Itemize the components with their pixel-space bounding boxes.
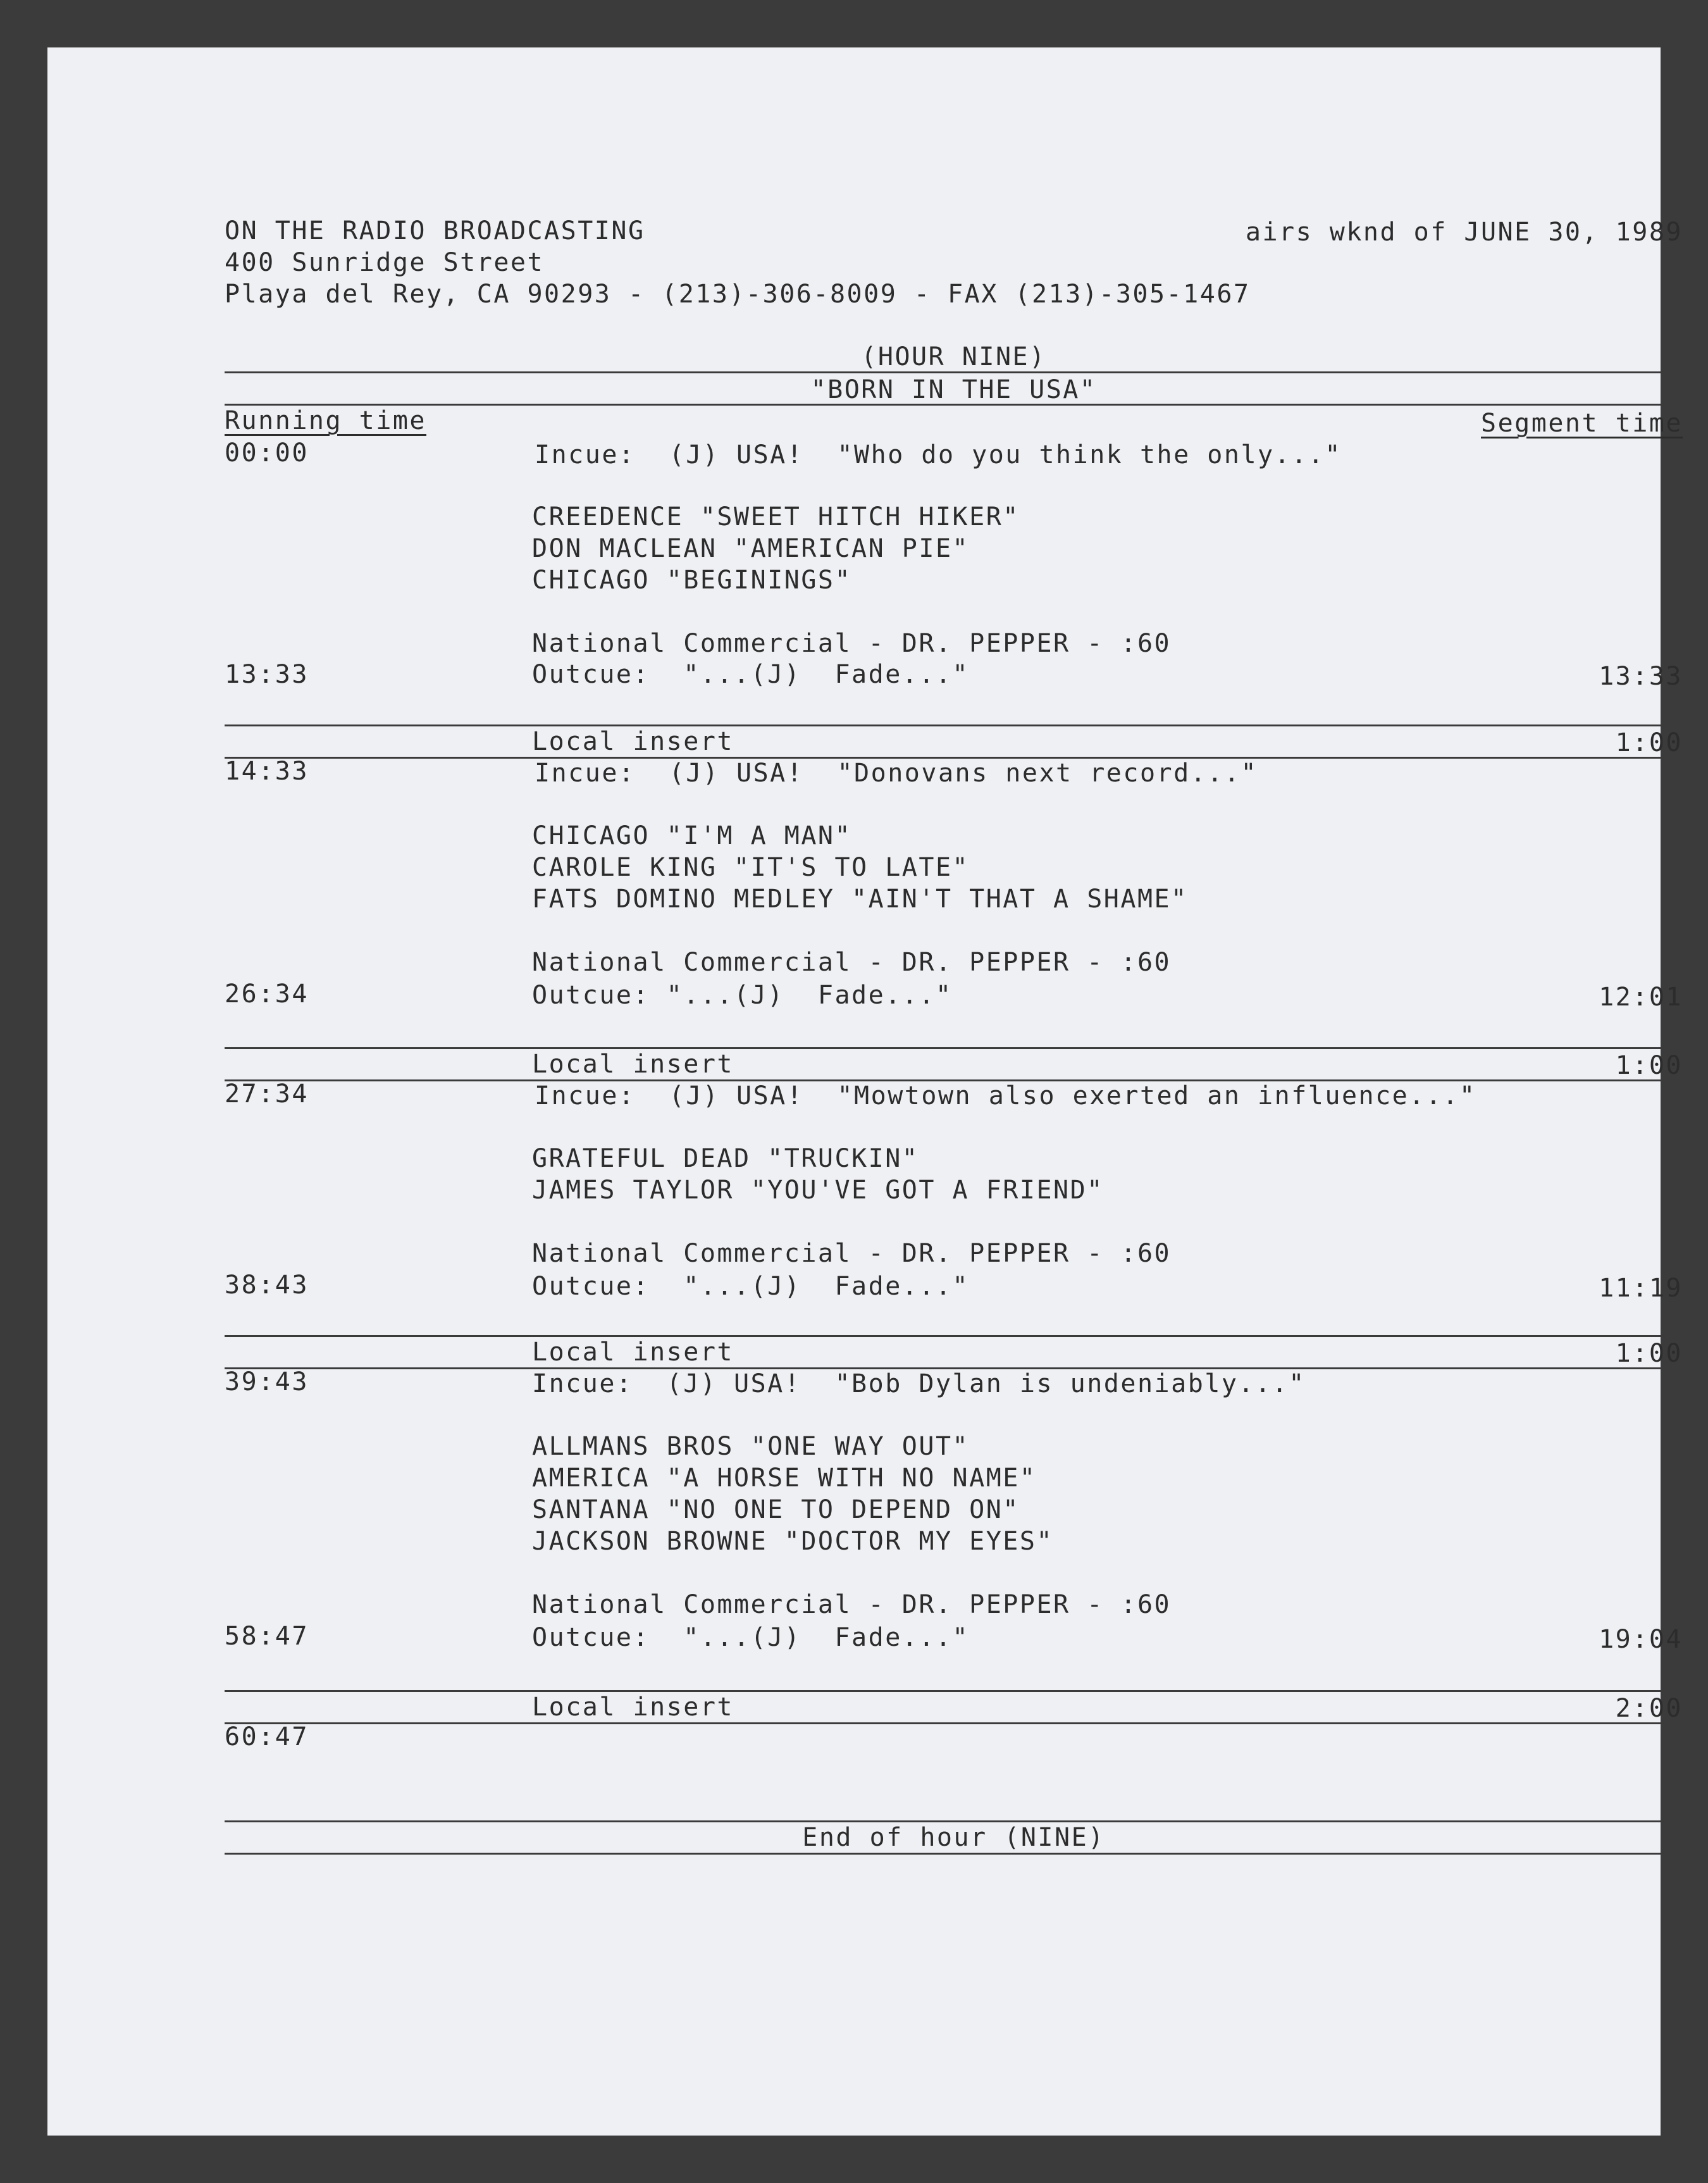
local-insert: Local insert <box>532 1338 734 1367</box>
song: CREEDENCE "SWEET HITCH HIKER" <box>532 502 1020 532</box>
running-time-header: Running time <box>225 406 426 435</box>
song: JAMES TAYLOR "YOU'VE GOT A FRIEND" <box>532 1176 1104 1205</box>
song: CHICAGO "I'M A MAN" <box>532 821 852 850</box>
running-time: 39:43 <box>225 1367 309 1396</box>
song: DON MACLEAN "AMERICAN PIE" <box>532 534 970 563</box>
song: ALLMANS BROS "ONE WAY OUT" <box>532 1432 970 1461</box>
insert-time: 2:00 <box>1615 1694 1683 1723</box>
running-time: 58:47 <box>225 1622 309 1651</box>
incue: Incue: (J) USA! "Bob Dylan is undeniably..." <box>532 1369 1306 1398</box>
final-running-time: 60:47 <box>225 1722 309 1751</box>
incue: Incue: (J) USA! "Donovans next record..." <box>535 759 1258 788</box>
running-time: 14:33 <box>225 757 309 786</box>
commercial: National Commercial - DR. PEPPER - :60 <box>532 629 1172 658</box>
divider <box>225 1853 1683 1855</box>
insert-time: 1:00 <box>1615 1339 1683 1368</box>
divider <box>225 1047 1683 1049</box>
divider <box>225 371 1683 373</box>
segment-time-header: Segment time <box>1481 409 1683 438</box>
local-insert: Local insert <box>532 727 734 756</box>
commercial: National Commercial - DR. PEPPER - :60 <box>532 1590 1172 1619</box>
song: GRATEFUL DEAD "TRUCKIN" <box>532 1144 919 1173</box>
show-title: "BORN IN THE USA" <box>810 375 1097 404</box>
running-time: 13:33 <box>225 660 309 689</box>
divider <box>225 1335 1683 1337</box>
company-name: ON THE RADIO BROADCASTING <box>225 216 645 246</box>
song: CHICAGO "BEGININGS" <box>532 566 852 595</box>
segment-time: 11:19 <box>1599 1274 1683 1303</box>
outcue: Outcue: "...(J) Fade..." <box>532 1272 970 1301</box>
running-time: 27:34 <box>225 1079 309 1109</box>
local-insert: Local insert <box>532 1050 734 1079</box>
divider <box>225 725 1699 726</box>
song: CAROLE KING "IT'S TO LATE" <box>532 853 970 882</box>
song: FATS DOMINO MEDLEY "AIN'T THAT A SHAME" <box>532 885 1188 914</box>
divider <box>225 1722 1683 1724</box>
segment-time: 19:04 <box>1599 1625 1683 1654</box>
city-phone-fax: Playa del Rey, CA 90293 - (213)-306-8009 - FAX (213)-305-1467 <box>225 280 1251 309</box>
end-of-hour: End of hour (NINE) <box>802 1823 1105 1852</box>
divider <box>225 1690 1683 1692</box>
incue: Incue: (J) USA! "Who do you think the only..." <box>535 440 1342 470</box>
song: AMERICA "A HORSE WITH NO NAME" <box>532 1464 1037 1493</box>
song: SANTANA "NO ONE TO DEPEND ON" <box>532 1495 1020 1524</box>
running-time: 00:00 <box>225 438 309 468</box>
divider <box>225 404 1683 406</box>
running-time: 38:43 <box>225 1271 309 1300</box>
commercial: National Commercial - DR. PEPPER - :60 <box>532 1239 1172 1268</box>
outcue: Outcue: "...(J) Fade..." <box>532 1623 970 1652</box>
running-time: 26:34 <box>225 980 309 1009</box>
document-page <box>47 47 1683 2136</box>
air-date: airs wknd of JUNE 30, 1989 <box>1245 218 1683 247</box>
hour-label: (HOUR NINE) <box>861 342 1046 371</box>
outcue: Outcue: "...(J) Fade..." <box>532 981 953 1010</box>
local-insert: Local insert <box>532 1693 734 1722</box>
outcue: Outcue: "...(J) Fade..." <box>532 660 970 689</box>
incue: Incue: (J) USA! "Mowtown also exerted an influence..." <box>535 1081 1476 1110</box>
street-address: 400 Sunridge Street <box>225 248 545 277</box>
segment-time: 12:01 <box>1599 983 1683 1012</box>
insert-time: 1:00 <box>1615 1051 1683 1080</box>
commercial: National Commercial - DR. PEPPER - :60 <box>532 948 1172 977</box>
segment-time: 13:33 <box>1599 662 1683 691</box>
song: JACKSON BROWNE "DOCTOR MY EYES" <box>532 1527 1054 1556</box>
insert-time: 1:00 <box>1615 728 1683 757</box>
